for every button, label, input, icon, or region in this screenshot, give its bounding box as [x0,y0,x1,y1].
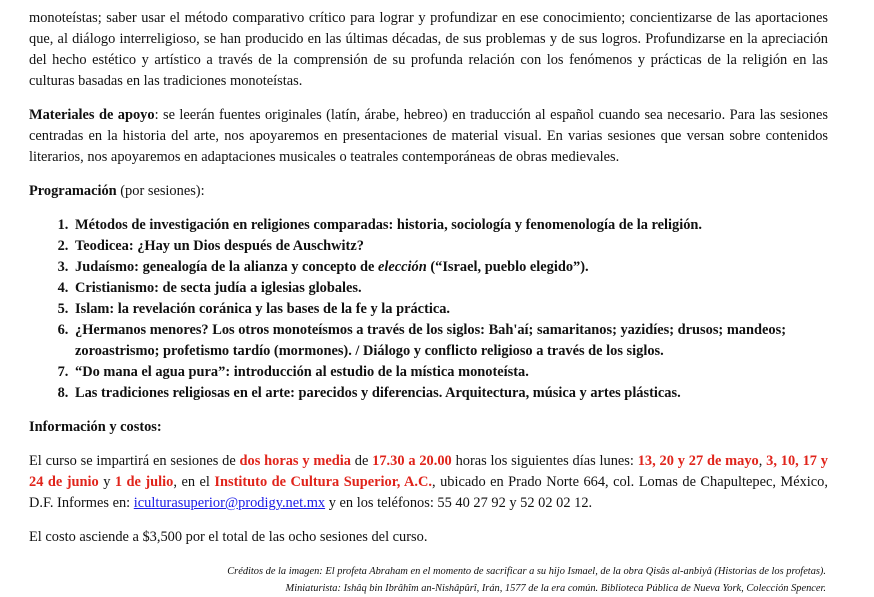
list-item: 2. Teodicea: ¿Hay un Dios después de Auschwitz? [72,236,828,257]
list-item: 4. Cristianismo: de secta judía a iglesias globales. [72,278,828,299]
dates-may-highlight: 13, 20 y 27 de mayo [637,453,759,469]
list-item: 5. Islam: la revelación coránica y las bases de la fe y la práctica. [72,299,828,320]
dates-june-highlight: 3, 10, 17 y 24 de junio [29,453,828,490]
list-item: 6. ¿Hermanos menores? Los otros monoteísmos a través de los siglos: Bah'aí; samaritanos; yazidíes; drusos; mandeos; zoroastrismo; profetismo tardío (mormones). / Diálogo y conflicto religioso a través de los siglos. [72,320,828,362]
eleccion-emphasis: elección [378,259,427,275]
list-item: 8. Las tradiciones religiosas en el arte: parecidos y diferencias. Arquitectura, música y artes plásticas. [72,383,828,404]
time-highlight: 17.30 a 20.00 [372,453,452,469]
programacion-heading [29,181,828,202]
duration-highlight: dos horas y media [239,453,351,469]
list-item: 3. Judaísmo: genealogía de la alianza y concepto de elección (“Israel, pueblo elegido”). [72,257,828,278]
credits-line-1: Créditos de la imagen: El profeta Abraham en el momento de sacrificar a su hijo Ismael, de la obra Qisâs al-anbiyâ (Historias de los profetas). [227,566,826,577]
programacion-label: Programación [29,183,117,199]
cost-paragraph: El costo asciende a $3,500 por el total de las ocho sesiones del curso. [29,529,428,545]
materiales-paragraph [29,105,828,168]
programacion-sub: (por sesiones): [116,183,205,199]
institute-highlight: Instituto de Cultura Superior, A.C. [214,474,433,490]
email-link[interactable]: iculturasuperior@prodigy.net.mx [133,495,326,511]
list-item: 1. Métodos de investigación en religiones comparadas: historia, sociología y fenomenología de la religión. [72,215,828,236]
intro-paragraph: monoteístas; saber usar el método comparativo crítico para lograr y profundizar en ese conocimiento; concientizarse de las aportaciones que, al diálogo interreligioso, se han producido en las últimas décadas, de sus problemas y de sus logros. Profundizarse en la apreciación del hecho estético y artístico a través de la comprensión de su profunda relación con los fenómenos y prácticas de la religión en las culturas basadas en las tradiciones monoteístas. [29,10,828,89]
date-july-highlight: 1 de julio [114,474,174,490]
materiales-label: Materiales de apoyo [29,107,155,123]
credits-line-2: Miniaturista: Ishâq bin Ibrâhîm an-Nishâpûrî, Irán, 1577 de la era común. Biblioteca Pública de Nueva York, Colección Spencer. [285,583,826,594]
list-item: 7. “Do mana el agua pura”: introducción al estudio de la mística monoteísta. [72,362,828,383]
info-paragraph: El curso se impartirá en sesiones de dos horas y media de 17.30 a 20.00 horas los siguientes días lunes: 13, 20 y 27 de mayo, 3, 10, 17 y 24 de junio y 1 de julio, en el Instituto de Cultura Superior, A.C., ubicado en Prado Norte 664, col. Lomas de Chapultepec, México, D.F. Informes en: iculturasuperior@prodigy.net.mx y en los teléfonos: 55 40 27 92 y 52 02 02 12. [29,453,828,511]
info-heading: Información y costos: [29,419,162,435]
materiales-text: : se leerán fuentes originales (latín, árabe, hebreo) en traducción al español cuando sea necesario. Para las sesiones centradas en la historia del arte, nos apoyaremos en presentaciones de material visual. En varias sesiones que versan sobre contenidos literarios, nos apoyaremos en adaptaciones musicales o teatrales contemporáneas de obras medievales. [29,107,828,165]
image-credits [29,563,828,597]
session-list [29,215,828,404]
